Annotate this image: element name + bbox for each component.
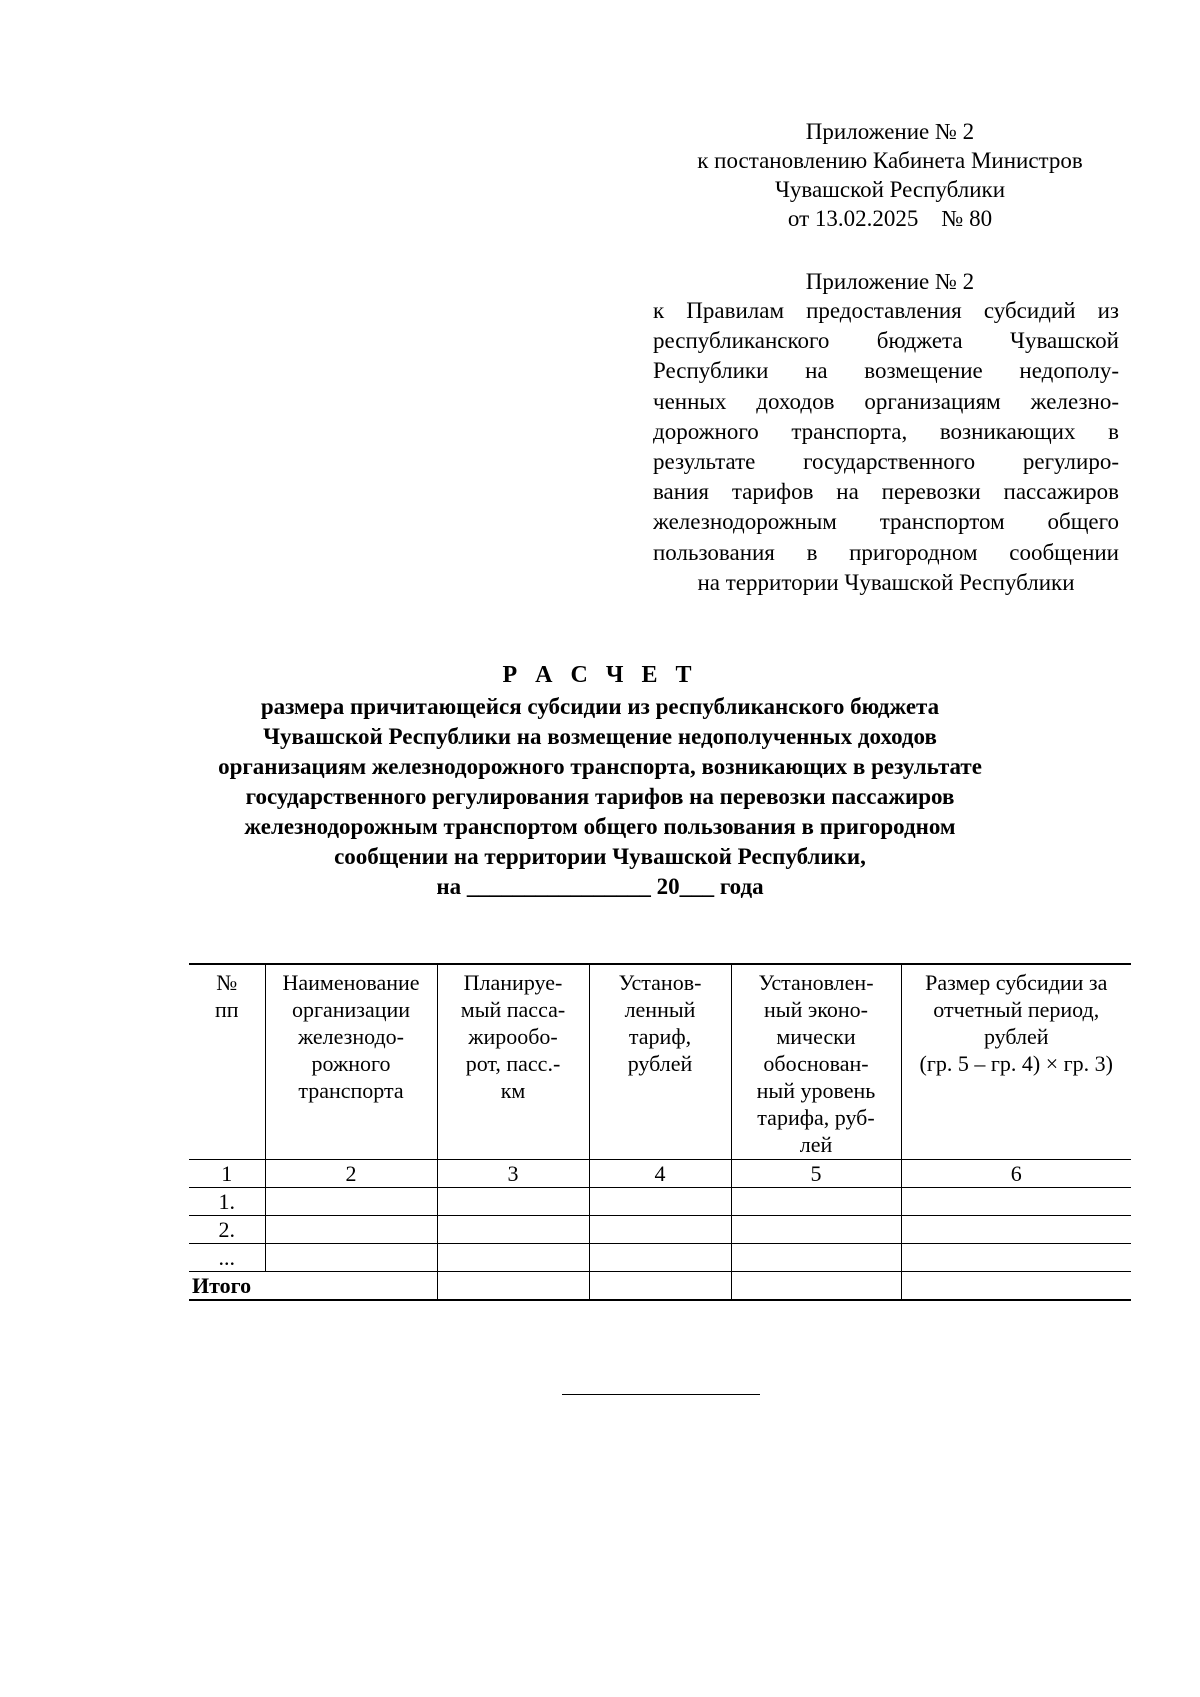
row-number: 2. (189, 1215, 265, 1243)
title-line: организациям железнодорожного транспорта, возникающих в результате (218, 754, 982, 779)
table-cell (437, 1243, 589, 1271)
table-cell (901, 1187, 1131, 1215)
table-cell (901, 1271, 1131, 1300)
appendix-title: Приложение № 2 (805, 119, 975, 144)
header-text: Установ- ленный тариф, рублей (618, 970, 702, 1076)
table-cell (265, 1187, 437, 1215)
header-text: № пп (214, 970, 239, 1022)
title-line: Чувашской Республики на возмещение недополученных доходов (263, 724, 937, 749)
appendix-to-rules-title (660, 267, 1120, 296)
total-label: Итого (189, 1271, 437, 1300)
rules-line: результате государственного регулиро- (653, 448, 1119, 474)
table-cell (731, 1243, 901, 1271)
rules-line: ченных доходов организациям железно- (653, 388, 1119, 414)
table-cell (589, 1215, 731, 1243)
title-period-line: на ________________ 20___ года (436, 874, 764, 899)
title-line: размера причитающейся субсидии из республиканского бюджета (260, 694, 940, 719)
title-line: государственного регулирования тарифов на перевозки пассажиров (245, 784, 955, 809)
appendix-to-resolution (660, 117, 1120, 233)
table-cell (901, 1215, 1131, 1243)
header-subsidy-amount (901, 964, 1131, 1159)
appendix-date-number: от 13.02.2025 № 80 (787, 206, 993, 231)
column-number: 6 (901, 1159, 1131, 1187)
rules-line: на территории Чувашской Республики (697, 569, 1075, 595)
calculation-title (150, 660, 1050, 902)
header-text: Наименование организации железнодо- рожного транспорта (282, 970, 420, 1103)
total-row (189, 1271, 1131, 1300)
column-number: 1 (189, 1159, 265, 1187)
header-set-tariff (589, 964, 731, 1159)
table-cell (265, 1243, 437, 1271)
header-text: Размер субсидии за отчетный период, рублей (гр. 5 – гр. 4) × гр. 3) (919, 970, 1113, 1076)
header-passenger-turnover (437, 964, 589, 1159)
table-cell (265, 1215, 437, 1243)
appendix-republic-line: Чувашской Республики (774, 177, 1006, 202)
appendix-to-rules-text (653, 296, 1119, 598)
rules-line: республиканского бюджета Чувашской (653, 328, 1119, 354)
calculation-table (189, 963, 1131, 1301)
column-number: 2 (265, 1159, 437, 1187)
column-number: 3 (437, 1159, 589, 1187)
column-number: 4 (589, 1159, 731, 1187)
header-economic-tariff (731, 964, 901, 1159)
end-divider (562, 1394, 760, 1395)
table-cell (901, 1243, 1131, 1271)
rules-line: дорожного транспорта, возникающих в (653, 418, 1119, 444)
appendix-resolution-line: к постановлению Кабинета Министров (697, 148, 1083, 173)
header-number (189, 964, 265, 1159)
column-number: 5 (731, 1159, 901, 1187)
rules-line: вания тарифов на перевозки пассажиров (653, 479, 1119, 505)
column-number-row (189, 1159, 1131, 1187)
table-cell (731, 1187, 901, 1215)
table-row (189, 1187, 1131, 1215)
table-cell (589, 1187, 731, 1215)
appendix-rules-heading: Приложение № 2 (805, 269, 975, 294)
table-cell (437, 1215, 589, 1243)
table-cell (437, 1271, 589, 1300)
row-number: ... (189, 1243, 265, 1271)
table-cell (731, 1271, 901, 1300)
title-line: железнодорожным транспортом общего пользования в пригородном (244, 814, 956, 839)
rules-line: Республики на возмещение недополу- (653, 358, 1119, 384)
table-cell (589, 1243, 731, 1271)
rules-line: к Правилам предоставления субсидий из (653, 298, 1119, 323)
header-text: Планируе- мый пасса- жирообо- рот, пасс.- км (460, 970, 566, 1103)
table-cell (437, 1187, 589, 1215)
calculation-heading: Р А С Ч Е Т (502, 662, 698, 688)
title-line: сообщении на территории Чувашской Республики, (334, 844, 866, 869)
table-cell (731, 1215, 901, 1243)
table-row (189, 1215, 1131, 1243)
header-organization (265, 964, 437, 1159)
rules-line: железнодорожным транспортом общего (653, 509, 1119, 535)
table-row (189, 1243, 1131, 1271)
row-number: 1. (189, 1187, 265, 1215)
header-text: Установлен- ный эконо- мически обоснован- ный уровень тарифа, руб- лей (756, 970, 876, 1157)
rules-line: пользования в пригородном сообщении (653, 539, 1119, 565)
table-cell (589, 1271, 731, 1300)
